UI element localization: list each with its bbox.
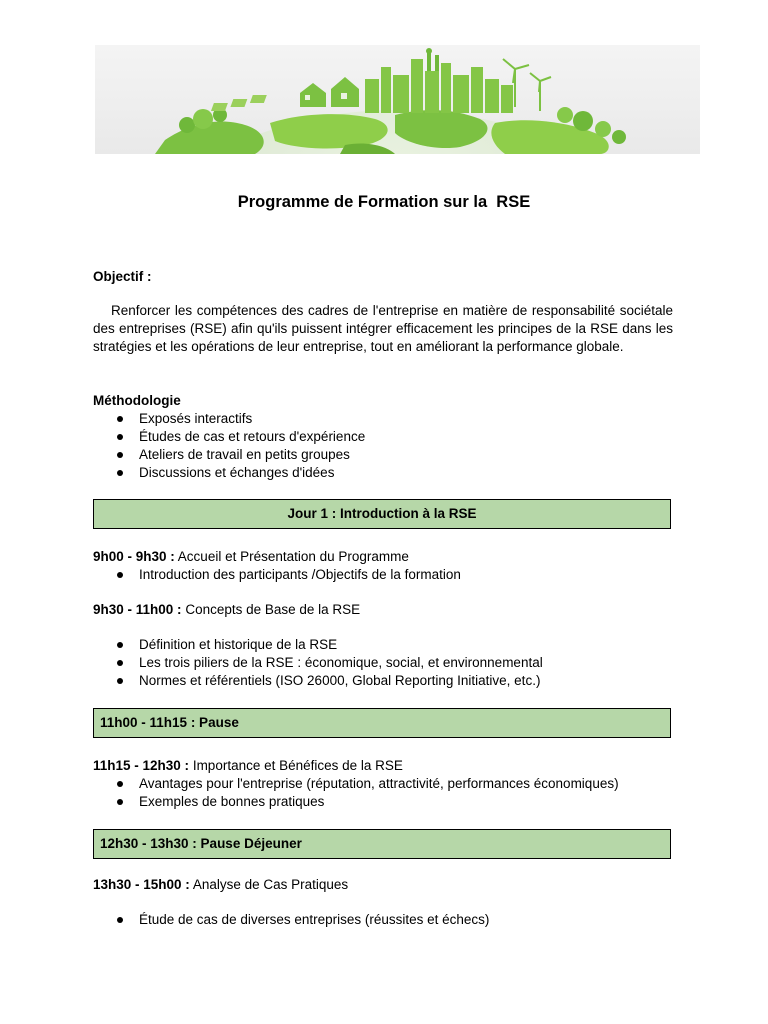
methodologie-list bbox=[93, 410, 673, 482]
methodologie-label: Méthodologie bbox=[93, 393, 181, 408]
session-title: Importance et Bénéfices de la RSE bbox=[189, 758, 403, 773]
session-heading bbox=[93, 876, 673, 894]
bullet-icon bbox=[117, 572, 123, 578]
methodologie-section bbox=[93, 392, 673, 482]
session-13h30-list-block bbox=[93, 911, 673, 929]
list-item: Exemples de bonnes pratiques bbox=[93, 793, 673, 811]
session-list bbox=[93, 911, 673, 929]
bullet-icon bbox=[117, 660, 123, 666]
lunch-pause-box: 12h30 - 13h30 : Pause Déjeuner bbox=[93, 829, 671, 859]
session-9h00 bbox=[93, 548, 673, 584]
session-list bbox=[93, 566, 673, 584]
list-item: Avantages pour l'entreprise (réputation, attractivité, performances économiques) bbox=[93, 775, 673, 793]
pause-box: 11h00 - 11h15 : Pause bbox=[93, 708, 671, 738]
session-9h30-list-block bbox=[93, 636, 673, 690]
list-item: Ateliers de travail en petits groupes bbox=[93, 446, 673, 464]
day1-header: Jour 1 : Introduction à la RSE bbox=[93, 499, 671, 529]
objectif-text-block bbox=[93, 302, 673, 357]
list-item: Les trois piliers de la RSE : économique, social, et environnemental bbox=[93, 654, 673, 672]
list-item: Étude de cas de diverses entreprises (réussites et échecs) bbox=[93, 911, 673, 929]
bullet-icon bbox=[117, 642, 123, 648]
bullet-icon bbox=[117, 452, 123, 458]
session-time: 9h00 - 9h30 : bbox=[93, 549, 175, 564]
session-list bbox=[93, 636, 673, 690]
objectif-label: Objectif : bbox=[93, 269, 152, 284]
session-heading bbox=[93, 601, 673, 619]
bullet-icon bbox=[117, 917, 123, 923]
bullet-icon bbox=[117, 781, 123, 787]
session-9h30 bbox=[93, 601, 673, 619]
bullet-icon bbox=[117, 434, 123, 440]
session-time: 9h30 - 11h00 : bbox=[93, 602, 182, 617]
session-heading bbox=[93, 548, 673, 566]
page-title: Programme de Formation sur la RSE bbox=[237, 193, 531, 211]
session-heading bbox=[93, 757, 673, 775]
list-item: Études de cas et retours d'expérience bbox=[93, 428, 673, 446]
session-time: 13h30 - 15h00 : bbox=[93, 877, 190, 892]
objectif-section bbox=[93, 268, 673, 286]
session-title: Accueil et Présentation du Programme bbox=[174, 549, 409, 564]
list-item: Exposés interactifs bbox=[93, 410, 673, 428]
list-item: Discussions et échanges d'idées bbox=[93, 464, 673, 482]
session-11h15 bbox=[93, 757, 673, 811]
session-time: 11h15 - 12h30 : bbox=[93, 758, 190, 773]
list-item: Normes et référentiels (ISO 26000, Global Reporting Initiative, etc.) bbox=[93, 672, 673, 690]
list-item: Introduction des participants /Objectifs de la formation bbox=[93, 566, 673, 584]
green-city-banner-image bbox=[95, 45, 700, 154]
session-title: Concepts de Base de la RSE bbox=[181, 602, 361, 617]
objectif-text: Renforcer les compétences des cadres de l'entreprise en matière de responsabilité sociétale des entreprises (RSE) afin qu'ils puissent intégrer efficacement les principes de la RSE dans les stratégies et les opérations de leur entreprise, tout en améliorant la performance globale. bbox=[93, 303, 673, 355]
list-item: Définition et historique de la RSE bbox=[93, 636, 673, 654]
bullet-icon bbox=[117, 470, 123, 476]
session-13h30 bbox=[93, 876, 673, 894]
bullet-icon bbox=[117, 678, 123, 684]
session-list bbox=[93, 775, 673, 811]
bullet-icon bbox=[117, 416, 123, 422]
session-title: Analyse de Cas Pratiques bbox=[189, 877, 349, 892]
bullet-icon bbox=[117, 799, 123, 805]
